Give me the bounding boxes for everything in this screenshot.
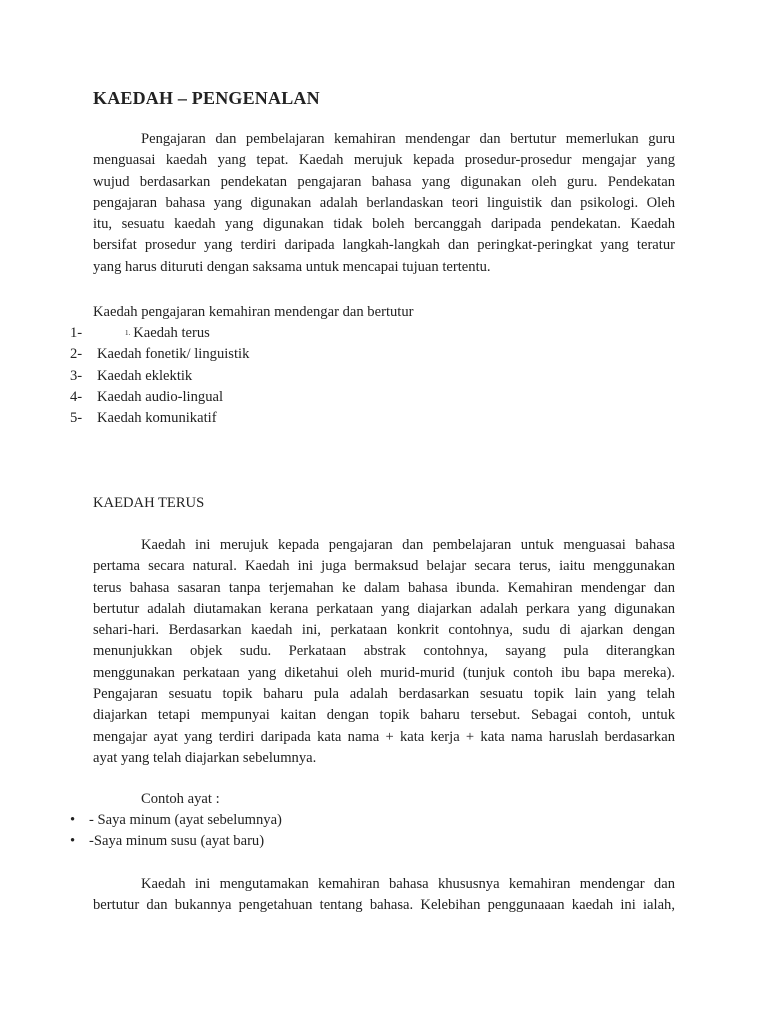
list-number: 3- <box>70 368 83 384</box>
section-heading: KAEDAH TERUS <box>93 495 205 511</box>
list-item <box>70 344 249 365</box>
paragraph-line: menunjukkan objek sudu. Perkataan abstrak contohnya, sayang pula diterangkan <box>93 643 675 660</box>
paragraph-line: Kaedah ini merujuk kepada pengajaran dan pembelajaran untuk menguasai bahasa <box>141 537 675 553</box>
paragraph-line: bertutur adalah diutamakan kerana perkataan yang diajarkan adalah perkara yang digunakan <box>93 600 675 617</box>
paragraph-line: wujud berdasarkan pendekatan pengajaran bahasa yang digunakan oleh guru. Pendekatan <box>93 173 675 190</box>
list-item <box>70 366 192 387</box>
list-number: 1- <box>70 325 83 341</box>
list-sub-number: 1. <box>125 329 131 338</box>
paragraph-line: itu, sesuatu kaedah yang digunakan tidak boleh bercanggah daripada pendekatan. Kaedah <box>93 216 675 233</box>
list-label: Kaedah terus <box>133 325 210 341</box>
intro-paragraph <box>93 129 675 278</box>
paragraph-line: Pengajaran dan pembelajaran kemahiran mendengar dan bertutur memerlukan guru <box>141 131 675 147</box>
bullet-icon: • <box>70 812 76 828</box>
list-item <box>70 323 210 344</box>
paragraph-line: bersifat prosedur yang terdiri daripada langkah-langkah dan peringkat-peringkat yang teratur <box>93 237 675 254</box>
paragraph-line: bertutur dan bukannya pengetahuan tentang bahasa. Kelebihan penggunaaan kaedah ini ialah, <box>93 897 675 914</box>
list-label: Kaedah komunikatif <box>97 410 217 426</box>
list-item <box>70 408 217 429</box>
terus-paragraph <box>93 535 675 769</box>
list-item <box>70 831 264 852</box>
paragraph-line: ayat yang telah diajarkan sebelumnya. <box>93 749 317 766</box>
paragraph-line: diajarkan tetapi mempunyai kaitan dengan topik baharu tersebut. Sebagai contoh, untuk <box>93 707 675 724</box>
list-label: Kaedah fonetik/ linguistik <box>97 346 250 362</box>
paragraph-line: pengajaran bahasa yang digunakan adalah berlandaskan teori linguistik dan psikologi. Oleh <box>93 194 675 211</box>
paragraph-line: yang harus dituruti dengan saksama untuk mencapai tujuan tertentu. <box>93 258 491 275</box>
list-number: 5- <box>70 410 83 426</box>
paragraph-line: mengajar ayat yang terdiri daripada kata nama + kata kerja + kata nama haruslah berdasarkan <box>93 728 675 745</box>
page-title: KAEDAH – PENGENALAN <box>93 88 320 108</box>
paragraph-line: menguasai kaedah yang tepat. Kaedah merujuk kepada prosedur-prosedur mengajar yang <box>93 152 675 169</box>
paragraph-line: Kaedah ini mengutamakan kemahiran bahasa khususnya kemahiran mendengar dan <box>141 876 675 892</box>
example-text: -Saya minum susu (ayat baru) <box>89 833 265 849</box>
list-label: Kaedah audio-lingual <box>97 389 224 405</box>
paragraph-line: terus bahasa sasaran tanpa terjemahan ke dalam bahasa ibunda. Kemahiran mendengar dan <box>93 579 675 596</box>
list-item <box>70 387 223 408</box>
closing-paragraph <box>93 874 675 917</box>
bullet-icon: • <box>70 833 76 849</box>
paragraph-line: pertama secara natural. Kaedah ini juga bermaksud belajar secara terus, iaitu menggunakan <box>93 558 675 575</box>
example-text: - Saya minum (ayat sebelumnya) <box>89 812 282 828</box>
list-number: 2- <box>70 346 83 362</box>
methods-heading: Kaedah pengajaran kemahiran mendengar dan bertutur <box>93 304 414 320</box>
paragraph-line: menggunakan perkataan yang diketahui oleh murid-murid (tunjuk contoh ibu bapa mereka). <box>93 664 675 681</box>
list-item <box>70 810 282 831</box>
paragraph-line: sehari-hari. Berdasarkan kaedah ini, perkataan konkrit contohnya, sudu di ajarkan dengan <box>93 622 675 639</box>
list-label: Kaedah eklektik <box>97 368 193 384</box>
list-number: 4- <box>70 389 83 405</box>
example-heading: Contoh ayat : <box>141 791 220 807</box>
paragraph-line: Pengajaran sesuatu topik baharu pula adalah berdasarkan sesuatu topik lain yang telah <box>93 686 675 703</box>
